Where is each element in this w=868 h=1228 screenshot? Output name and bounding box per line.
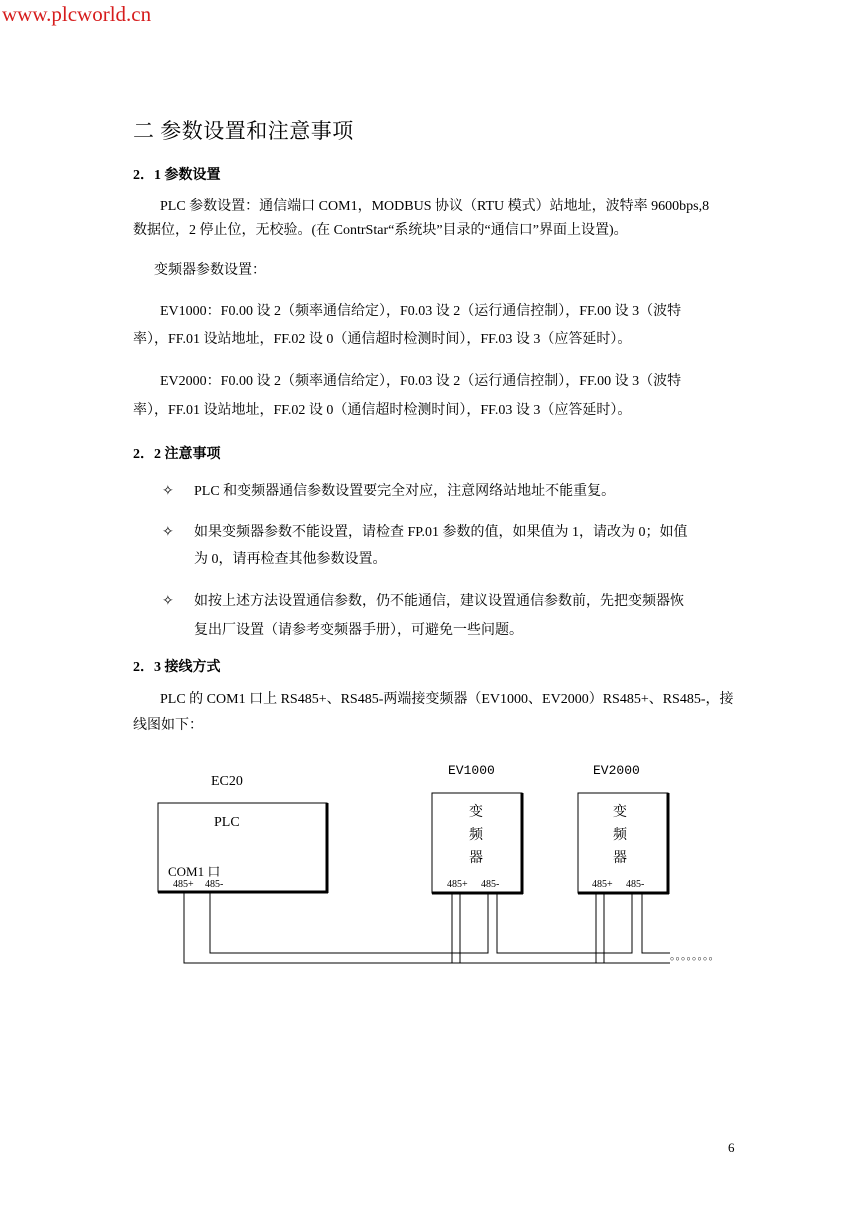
bus-continuation: 。。。。。。。。 [670,950,720,962]
plc-port-label: COM1 口 [168,864,221,879]
ev1000-char-2: 频 [469,828,483,843]
bullet-icon: ✧ [162,594,174,609]
ev2000-param-line1: EV2000：F0.00 设 2（频率通信给定），F0.03 设 2（运行通信控制），FF.00 设 3（波特 [160,374,682,389]
ev1000-terminal-minus: 485- [481,879,500,890]
ev2000-param-line2: 率），FF.01 设站地址，FF.02 设 0（通信超时检测时间），FF.03 设 3（应答延时）。 [133,403,632,418]
note-2-line1: 如果变频器参数不能设置，请检查 FP.01 参数的值，如果值为 1，请改为 0；如值 [194,525,688,540]
note-3-line1: 如按上述方法设置通信参数，仍不能通信，建议设置通信参数前，先把变频器恢 [194,594,684,609]
ev2000-char-1: 变 [613,805,627,820]
ev1000-model-label: EV1000 [448,763,495,778]
plc-model-label: EC20 [211,774,243,789]
section-title: 二 参数设置和注意事项 [133,119,354,143]
ev2000-char-3: 器 [613,851,627,866]
plc-param-line1: PLC 参数设置：通信端口 COM1，MODBUS 协议（RTU 模式）站地址，波特率 9600bps,8 [160,199,710,214]
plc-param-line2: 数据位，2 停止位，无校验。(在 ContrStar“系统块”目录的“通信口”界面上设置)。 [133,223,628,238]
ev1000-param-line1: EV1000：F0.00 设 2（频率通信给定），F0.03 设 2（运行通信控制），FF.00 设 3（波特 [160,304,682,319]
heading-2-1: 2．1 参数设置 [133,168,221,183]
wire-485-minus-continue [642,893,670,953]
ev1000-char-1: 变 [469,805,483,820]
wiring-desc-line2: 线图如下： [133,718,203,733]
wire-485-minus-plc-ev1000 [210,893,488,953]
plc-terminal-minus: 485- [205,879,224,890]
page-number: 6 [728,1140,735,1155]
note-3-line2: 复出厂设置（请参考变频器手册），可避免一些问题。 [194,623,523,638]
ev2000-terminal-plus: 485+ [592,879,613,890]
watermark: www.plcworld.cn [2,2,152,26]
inverter-param-label: 变频器参数设置： [154,263,266,278]
heading-2-3: 2．3 接线方式 [133,660,221,675]
ev2000-char-2: 频 [613,828,627,843]
ev2000-model-label: EV2000 [593,763,640,778]
note-1: PLC 和变频器通信参数设置要完全对应，注意网络站地址不能重复。 [194,484,616,499]
heading-2-2: 2．2 注意事项 [133,447,221,462]
ev1000-terminal-plus: 485+ [447,879,468,890]
plc-terminal-plus: 485+ [173,879,194,890]
wiring-desc-line1: PLC 的 COM1 口上 RS485+、RS485-两端接变频器（EV1000、EV2000）RS485+、RS485-，接 [160,692,734,707]
bullet-icon: ✧ [162,484,174,499]
plc-label: PLC [214,815,240,830]
bullet-icon: ✧ [162,525,174,540]
ev1000-param-line2: 率），FF.01 设站地址，FF.02 设 0（通信超时检测时间），FF.03 设 3（应答延时）。 [133,332,632,347]
wire-485-minus-ev1000-ev2000 [497,893,632,953]
ev1000-char-3: 器 [469,851,483,866]
note-2-line2: 为 0，请再检查其他参数设置。 [194,552,387,567]
ev2000-terminal-minus: 485- [626,879,645,890]
